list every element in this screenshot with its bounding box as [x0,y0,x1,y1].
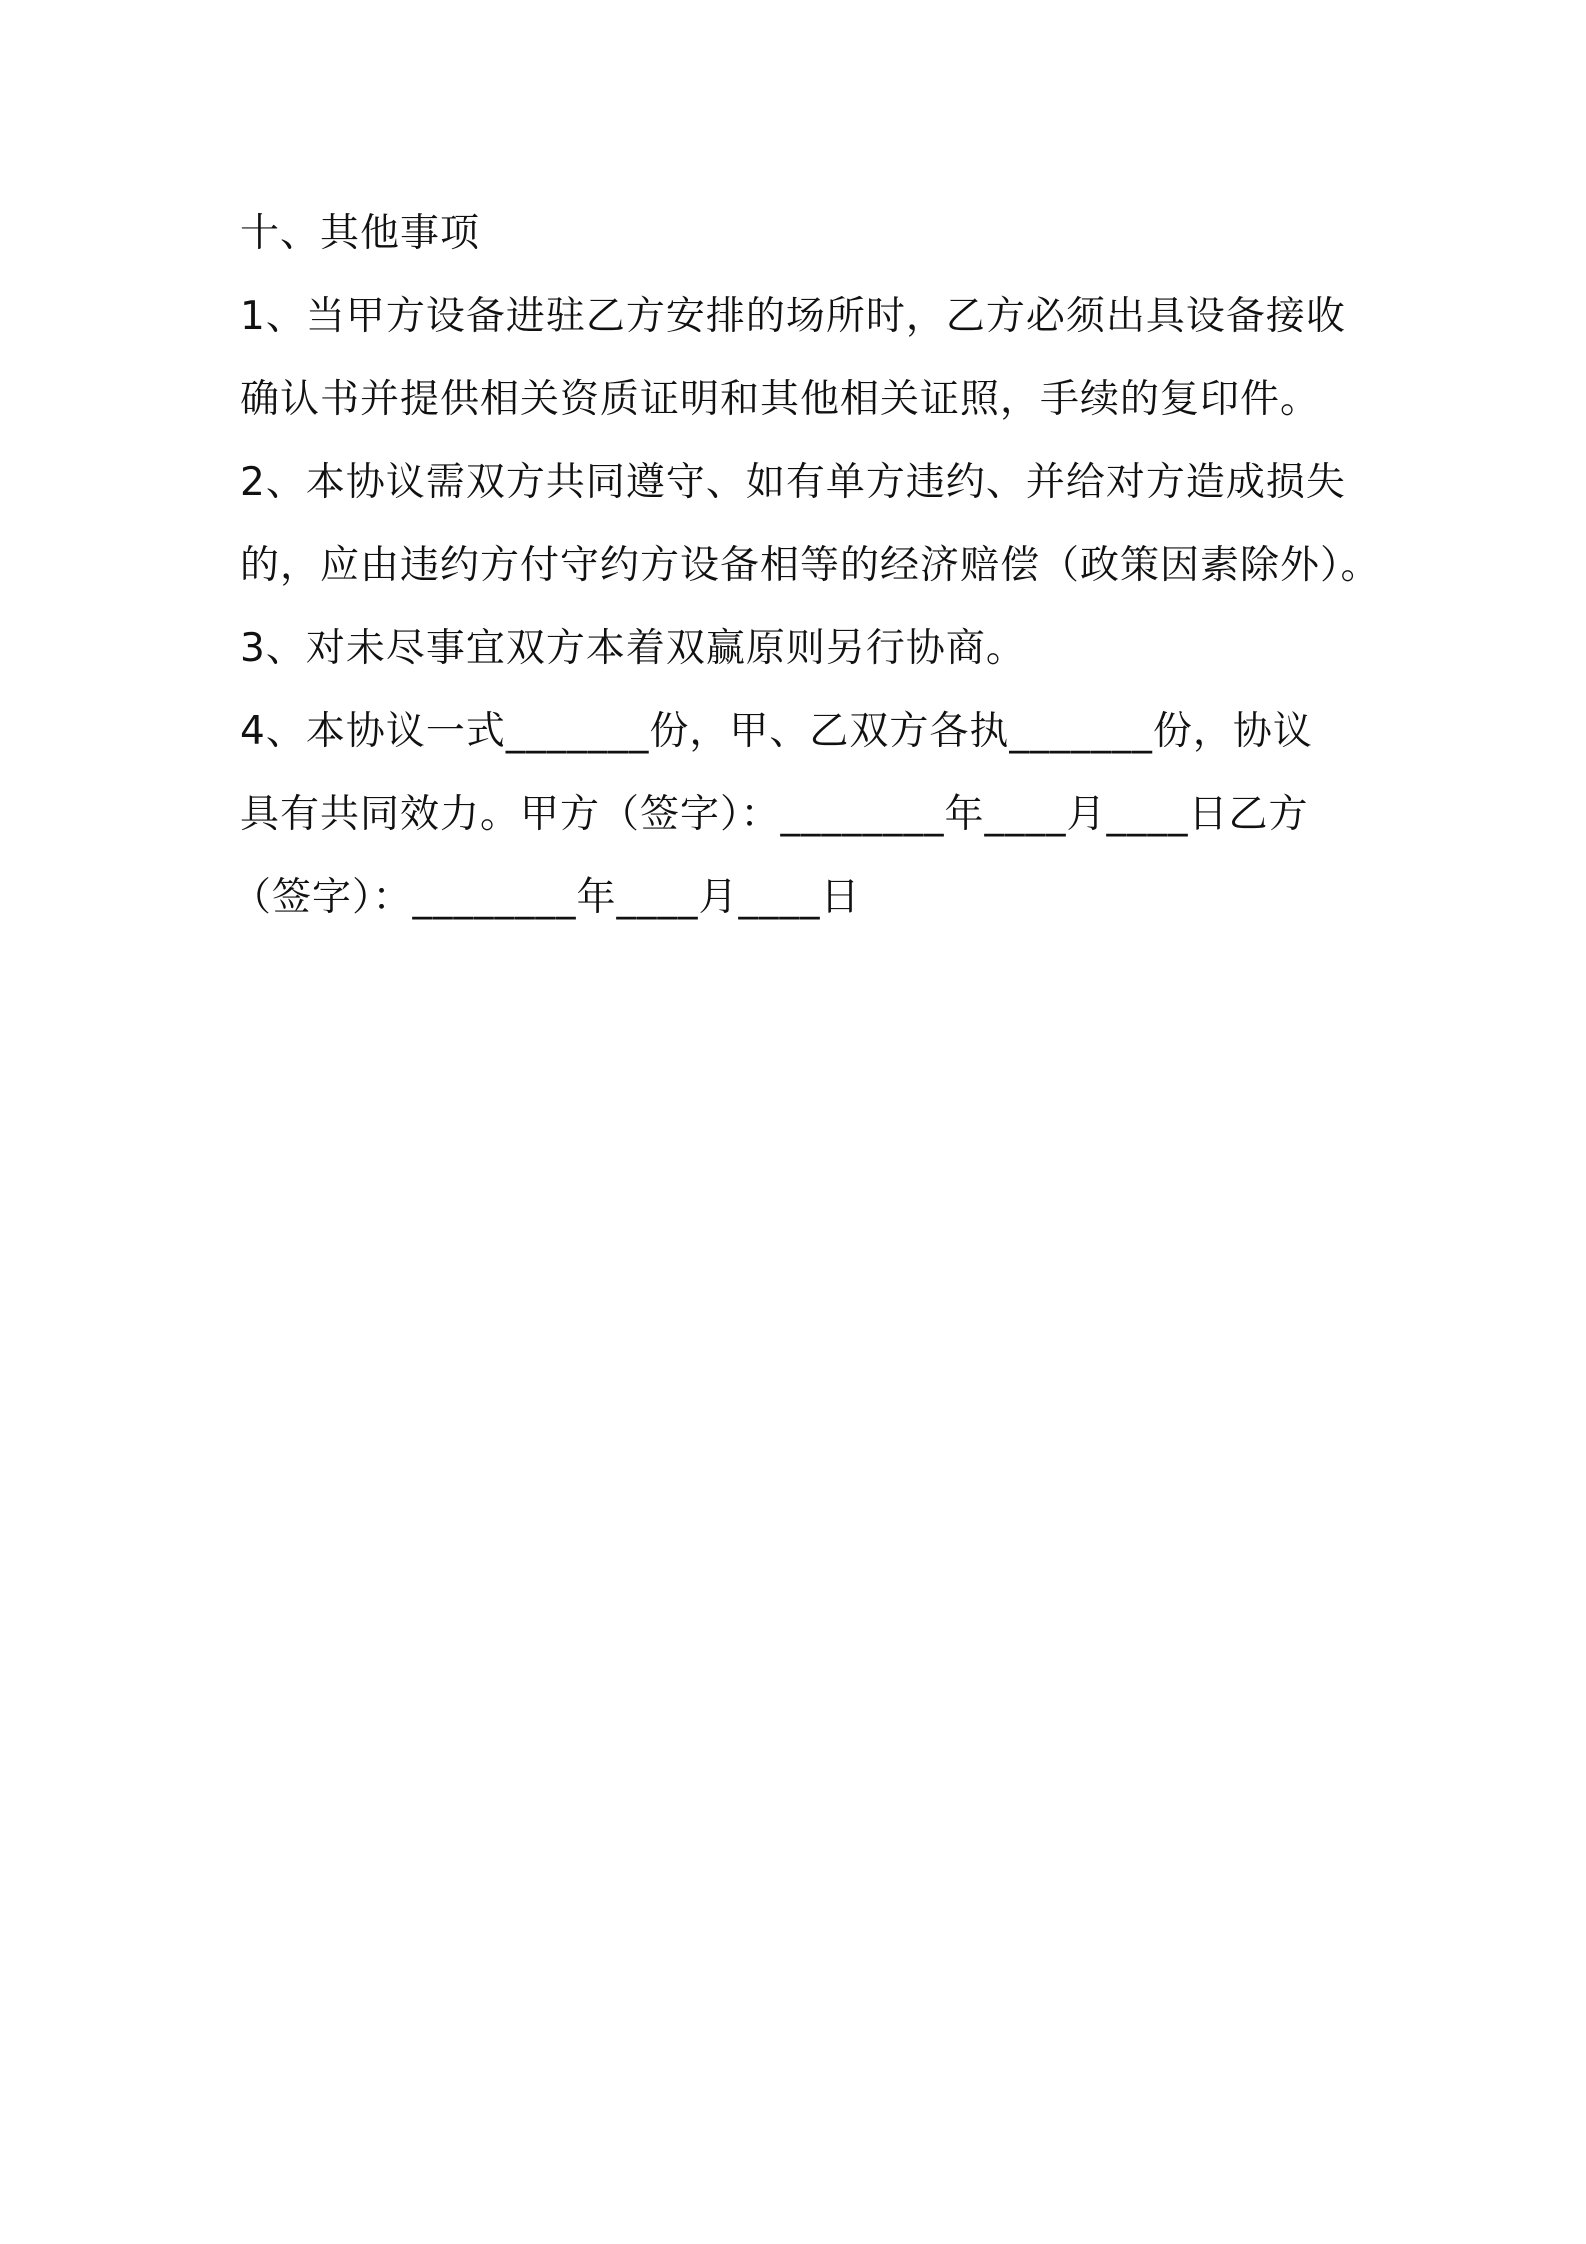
clause-1-line-1: 1、当甲方设备进驻乙方安排的场所时，乙方必须出具设备接收 [240,294,1346,339]
clause-3-line-1: 3、对未尽事宜双方本着双赢原则另行协商。 [240,626,1026,671]
clause-2-line-1: 2、本协议需双方共同遵守、如有单方违约、并给对方造成损失 [240,460,1346,505]
document-body [232,192,1390,939]
clause-4-line-2: 具有共同效力。甲方（签字）：________年____月____日乙方 [240,792,1309,837]
clause-4-line-3: （签字）：________年____月____日 [232,875,861,920]
clause-4-line-1: 4、本协议一式_______份，甲、乙双方各执_______份，协议 [240,709,1313,754]
clause-1-line-2: 确认书并提供相关资质证明和其他相关证照，手续的复印件。 [240,377,1321,422]
section-heading: 十、其他事项 [240,211,481,256]
clause-2-line-2: 的，应由违约方付守约方设备相等的经济赔偿（政策因素除外）。 [240,543,1381,588]
